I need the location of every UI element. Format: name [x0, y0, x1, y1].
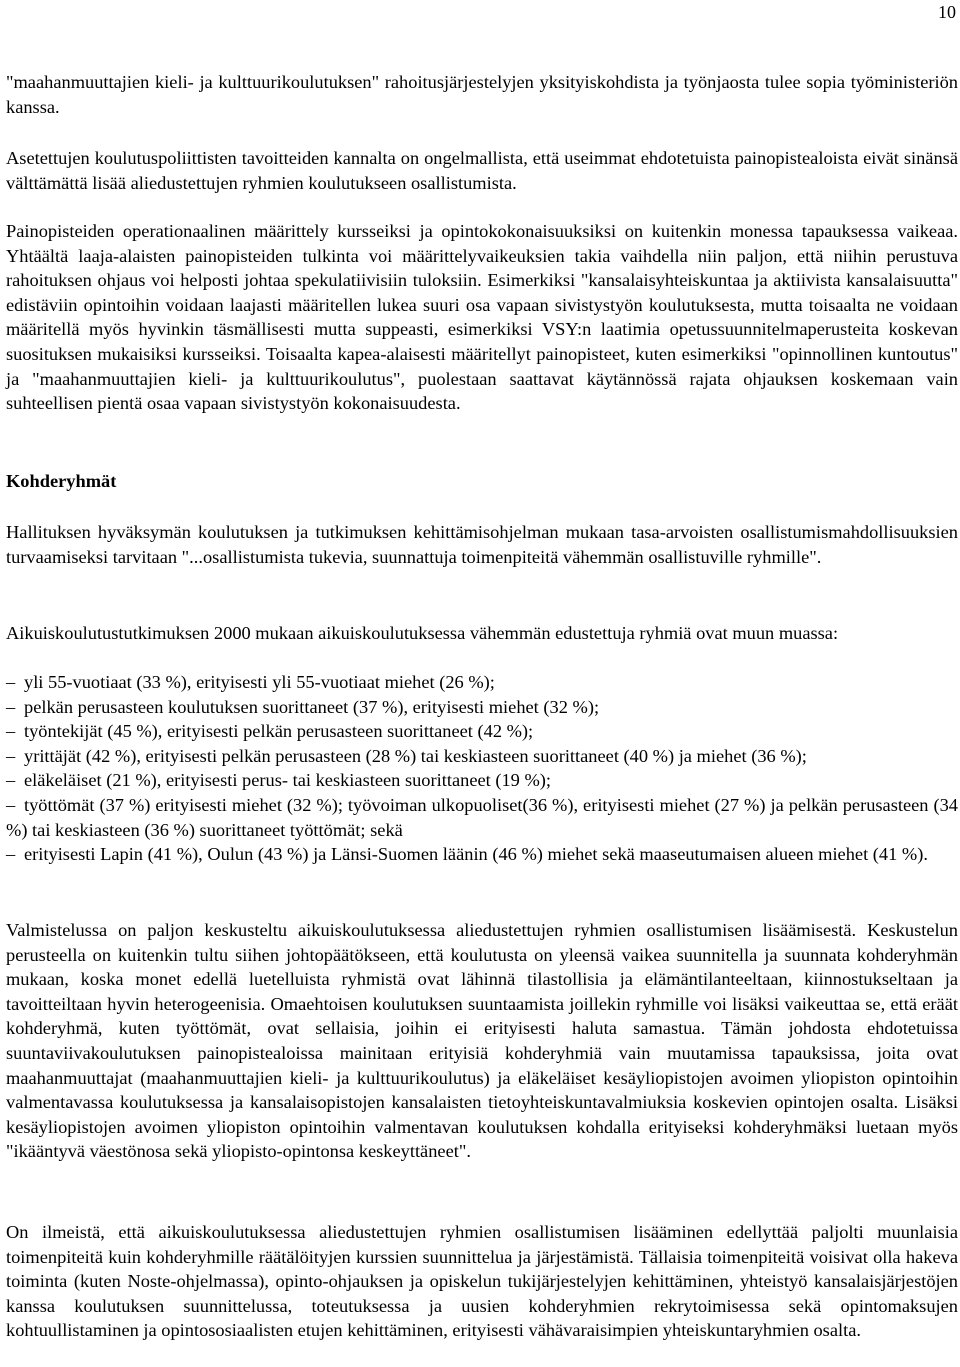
dash-marker: –	[6, 844, 16, 865]
dash-marker: –	[6, 696, 16, 717]
list-item-text: eläkeläiset (21 %), erityisesti perus- tai keskiasteen suorittaneet (19 %);	[24, 770, 552, 791]
paragraph-survey-intro: Aikuiskoulutustutkimuksen 2000 mukaan aikuiskoulutuksessa vähemmän edustettuja ryhmiä ovat muun muassa:	[6, 623, 839, 643]
dash-marker: –	[6, 672, 16, 692]
dash-marker: –	[6, 745, 16, 766]
underrepresented-groups-list	[6, 670, 958, 867]
list-item	[6, 670, 958, 695]
paragraph-measures: On ilmeistä, että aikuiskoulutuksessa aliedustettujen ryhmien osallistumisen lisääminen edellyttää paljolti muunlaisia toimenpiteitä kuin kohderyhmille räätälöityjen kurssien suunnittelua ja järjestämistä. Tällaisia toimenpiteitä voisivat olla hakeva toiminta (kuten Noste-ohjelmassa), opinto-ohjauksen ja opiskelun tukijärjestelyjen kehittäminen, yhteistyö kansalaisjärjestöjen kanssa koulutuksen suunnittelussa, toteutuksessa ja uusien kohderyhmien rekrytoimisessa sekä opintomaksujen kohtuullistaminen ja opintososiaalisten etujen kehittäminen, erityisesti vähävaraisimpien yhteiskuntaryhmien osalta.	[6, 1222, 958, 1341]
section-heading-target-groups: Kohderyhmät	[6, 471, 117, 491]
list-item-text: työntekijät (45 %), erityisesti pelkän perusasteen suorittaneet (42 %);	[24, 721, 534, 742]
list-item	[6, 719, 958, 744]
paragraph-intro: "maahanmuuttajien kieli- ja kulttuurikoulutuksen" rahoitusjärjestelyjen yksityiskohdista ja työnjaosta tulee sopia työministeriön kanssa.	[6, 72, 958, 117]
list-item	[6, 695, 958, 720]
list-item	[6, 768, 958, 793]
dash-marker: –	[6, 770, 16, 791]
paragraph-policy-goals: Asetettujen koulutuspoliittisten tavoitteiden kannalta on ongelmallista, että useimmat ehdotetuista painopistealoista eivät sinänsä välttämättä lisää aliedustettujen ryhmien koulutukseen osallistumista.	[6, 148, 958, 193]
list-item	[6, 793, 958, 842]
paragraph-operational-definition: Painopisteiden operationaalinen määrittely kursseiksi ja opintokokonaisuuksiksi on kuitenkin monessa tapauksessa vaikeaa. Yhtäältä laaja-alaisten painopisteiden tulkinta voi määrittelyvaikeuksien takia vaihdella niin paljon, että niihin perustuva rahoituksen ohjaus voi helposti johtaa spekulatiivisiin tuloksiin. Esimerkiksi "kansalaisyhteiskuntaa ja aktiivista kansalaisuutta" edistäviin opintoihin voidaan laajasti määritellen lukea suuri osa vapaan sivistystyön koulutuksesta, mutta toisaalta ne voidaan määritellä myös hyvinkin täsmällisesti mutta suppeasti, esimerkiksi VSY:n laatimia opetussuunnitelmaperusteita koskevan suosituksen mukaisiksi kursseiksi. Toisaalta kapea-alaisesti määritellyt painopisteet, kuten esimerkiksi "opinnollinen kuntoutus" ja "maahanmuuttajien kieli- ja kulttuurikoulutus", puolestaan saattavat käytännössä rajata ohjauksen koskemaan vain suhteellisen pientä osaa vapaan sivistystyön kokonaisuudesta.	[6, 221, 958, 414]
list-item-text: työttömät (37 %) erityisesti miehet (32 %); työvoiman ulkopuoliset(36 %), erityisesti miehet (27 %) ja pelkän perusasteen (34 %) tai keskiasteen (36 %) suorittaneet työttömät; sekä	[6, 794, 958, 840]
list-item-text: yli 55-vuotiaat (33 %), erityisesti yli 55-vuotiaat miehet (26 %);	[24, 672, 495, 692]
page-number: 10	[938, 2, 956, 22]
dash-marker: –	[6, 721, 16, 742]
list-item-text: yrittäjät (42 %), erityisesti pelkän perusasteen (28 %) tai keskiasteen suorittaneet (40 %) ja miehet (36 %);	[24, 745, 807, 766]
list-item-text: erityisesti Lapin (41 %), Oulun (43 %) ja Länsi-Suomen läänin (46 %) miehet sekä maaseutumaisen alueen miehet (41 %).	[24, 844, 928, 865]
dash-marker: –	[6, 794, 16, 815]
list-item	[6, 842, 958, 867]
paragraph-preparation-discussion: Valmistelussa on paljon keskusteltu aikuiskoulutuksessa aliedustettujen ryhmien osallistumisen lisäämisestä. Keskustelun perusteella on kuitenkin tultu siihen johtopäätökseen, että koulutusta on yleensä vaikea suunnitella ja suunnata kohderyhmän mukaan, koska monet edellä luetelluista ryhmistä ovat lähinnä tilastollisia ja elämäntilanteeltaan, kiinnostukseltaan ja tavoitteiltaan hyvin heterogeenisia. Omaehtoisen koulutuksen suuntaamista joillekin ryhmille voi lisäksi vaikeuttaa se, että eräät kohderyhmä, kuten työttömät, ovat sellaisia, joihin ei erityisesti haluta samastua. Tämän johdosta ehdotetuissa suuntaviivakoulutuksen painopistealoissa mainitaan erityisiä kohderyhmiä vain muutamissa tapauksissa, joita ovat maahanmuuttajat (maahanmuuttajien kieli- ja kulttuurikoulutus) ja eläkeläiset kesäyliopistojen avoimen yliopiston opintoihin valmentavassa koulutuksessa ja kansalaisopistojen kansalaisten tietoyhteiskuntavalmiuksia koskevien opintojen osalta. Lisäksi kesäyliopistojen avoimen yliopiston opintoihin valmentavan koulutuksen kohdalla erityiseksi kohderyhmäksi luetaan myös "ikääntyvä väestönosa sekä yliopisto-opintonsa keskeyttäneet".	[6, 920, 958, 1162]
paragraph-government-program: Hallituksen hyväksymän koulutuksen ja tutkimuksen kehittämisohjelman mukaan tasa-arvoisten osallistumismahdollisuuksien turvaamiseksi tarvitaan "...osallistumista tukevia, suunnattuja toimenpiteitä vähemmän osallistuville ryhmille".	[6, 522, 958, 567]
list-item	[6, 744, 958, 769]
list-item-text: pelkän perusasteen koulutuksen suorittaneet (37 %), erityisesti miehet (32 %);	[24, 696, 600, 717]
